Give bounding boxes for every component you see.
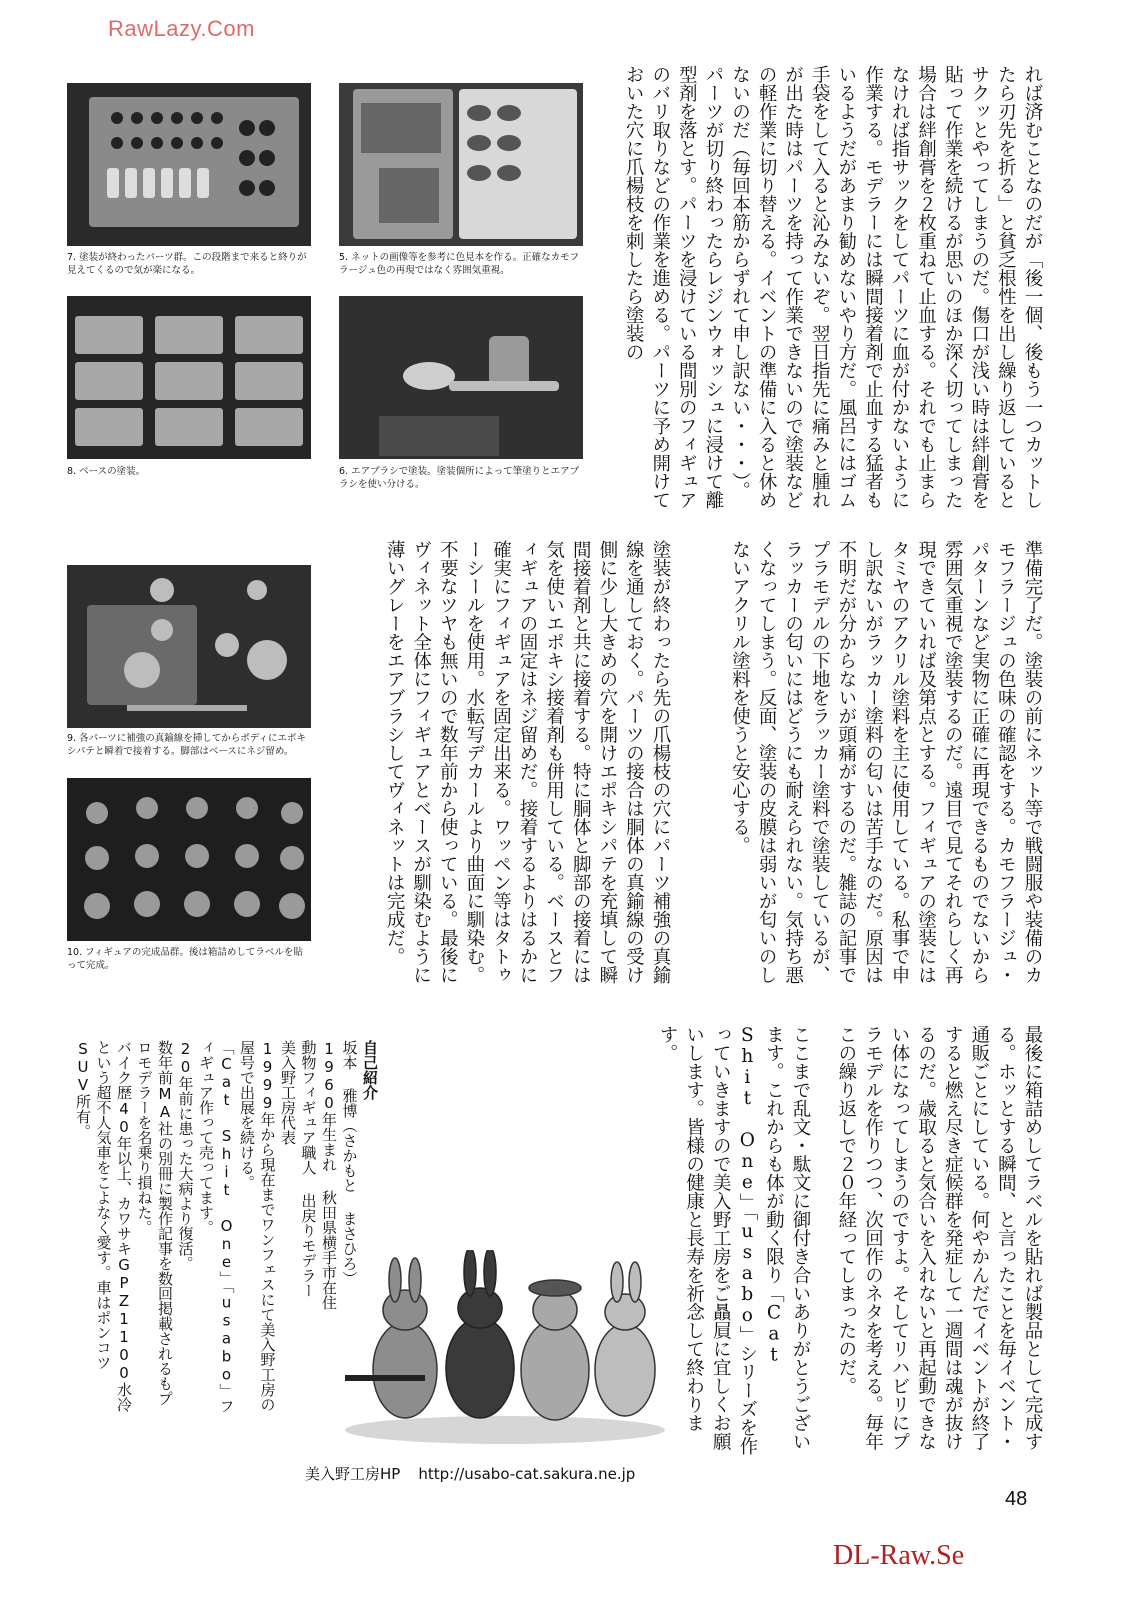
watermark-top: RawLazy.Com [108,16,255,41]
figure-parts-graphic [67,565,311,728]
profile-name: 坂本 雅博（さかもと まさひろ） [340,1040,359,1286]
photo-color-swatches [339,83,583,246]
parts-dots-graphic [67,83,311,246]
homepage-url[interactable]: http://usabo-cat.sakura.ne.jp [418,1465,636,1483]
article-column-d: 最後に箱詰めしてラベルを貼れば製品として完成する。ホッとする瞬間、と言ったことを毎イベント・通販ごとにしている。何やかんだでイベントが終了すると燃え尽き症候群を発症して一週間は魂が抜けるのだ。歳取ると気合いを入れないと再起動できない体になってしまうのですよ。そしてリハビリにプラモデルを作りつつ、次回作のネタを考える。毎年この繰り返しで２０年経ってしまったのだ。 [835,1025,1043,1451]
caption-photo-10: 10. フィギュアの完成品群。後は箱詰めしてラベルを貼って完成。 [67,947,303,971]
rabbit-soldiers-image [335,1250,670,1445]
article-column-b: 準備完了だ。塗装の前にネット等で戦闘服や装備のカモフラージュの色味の確認をする。カモフラージュ・パターンなど実物に正確に再現できるものでないから雰囲気重視で塗装するのだ。遠目で見てそれらしく再現できていれば及第点とする。フィギュアの塗装にはタミヤのアクリル塗料を主に使用している。私事で申し訳ないがラッカー塗料の匂いは苦手なのだ。原因は不明だが分からないが頭痛がするのだ。雑誌の記事でプラモデルの下地をラッカー塗料で塗装しているが、ラッカーの匂いにはどうにも耐えられない。気持ち悪くなってしまう。反面、塗装の皮膜は弱いが匂いのしないアクリル塗料を使うと安心する。 [729,540,1043,984]
page-number: 48 [1005,1488,1028,1510]
caption-photo-9: 9. 各パーツに補強の真鍮線を挿してからボディにエポキシパテと瞬着で接着する。脚部はベースにネジ留め。 [67,733,306,757]
homepage-label: 美入野工房HP [305,1465,401,1483]
photo-airbrush [339,296,583,459]
finished-figures-graphic [67,778,311,941]
photo-base-painting [67,296,311,459]
profile-heading: 自己紹介 [361,1040,379,1100]
photo-parts-assembly [67,565,311,728]
airbrush-graphic [339,296,583,459]
photo-painted-parts [67,83,311,246]
caption-photo-7: 7. 塗装が終わったパーツ群。この段階まで来ると終りが見えてくるので気が楽になる。 [67,252,307,276]
bases-grid-graphic [67,296,311,459]
profile-line-6: 20年前に患った大病より復活。 [176,1040,195,1271]
profile-block [55,1040,380,1420]
profile-line-5: 「Cat Shit One」「usabo」フィギュア作って売ってます。 [197,1040,236,1414]
caption-photo-8: 8. ベースの塗装。 [67,466,146,477]
article-column-a: れば済むことなのだが「後一個、後もう一つカットしたら刃先を折る」と貧乏根性を出し繰り返しているとサクッとやってしまうのだ。傷口が浅い時は絆創膏を貼って作業を続けるが思いのほか深く切ってしまった場合は絆創膏を２枚重ねて止血する。それでも止まらなければ指サックをしてパーツに血が付かないように作業する。モデラーには瞬間接着剤で止血する猛者もいるようだがあまり勧めないやり方だ。風呂にはゴム手袋をして入ると沁みないぞ。翌日指先に痛みと腫れが出た時はパーツを持って作業できないので塗装などの軽作業に切り替える。イベントの準備に入ると休めないのだ（毎回本筋からずれて申し訳ない・・・）。パーツが切り終わったらレジンウォッシュに浸けて離型剤を落とす。パーツを浸けている間別のフィギュアのバリ取りなどの作業を進める。パーツに予め開けておいた穴に爪楊枝を刺したら塗装の [623,65,1043,509]
article-column-e: ここまで乱文・駄文に御付き合いありがとうございます。これからも体が動く限り「Cat Shit One」「usabo」シリーズを作っていきますので美入野工房をご贔屓に宜しくお願いします。皆様の健康と長寿を祈念して終わります。 [657,1025,811,1456]
profile-line-8: バイク歴40年以上、カワサキGPZ1100水冷という超不人気車をこよなく愛す。車はポンコツSUV所有。 [74,1040,133,1412]
profile-line-4: 1999年から現在までワンフェスにて美入野工房の屋号で出展を続ける。 [238,1040,277,1412]
profile-line-3: 美入野工房代表 [279,1040,297,1145]
watermark-bottom: DL-Raw.Se [833,1540,965,1571]
photo-finished-figures [67,778,311,941]
swatch-graphic [339,83,583,246]
profile-line-7: 数年前MA社の別冊に製作記事を数回掲載されるもプロモデラーを名乗り損ねた。 [135,1040,174,1406]
profile-line-1: 1960年生まれ 秋田県横手市在住 [320,1040,338,1310]
homepage-line [305,1463,653,1484]
profile-line-2: 動物フィギュア職人 出戻りモデラー [299,1040,318,1298]
caption-photo-5: 5. ネットの画像等を参考に色見本を作る。正確なカモフラージュ色の再現ではなく雰囲気重視。 [339,252,580,276]
caption-photo-6: 6. エアブラシで塗装。塗装個所によって筆塗りとエアブラシを使い分ける。 [339,466,580,490]
article-column-c: 塗装が終わったら先の爪楊枝の穴にパーツ補強の真鍮線を通しておく。パーツの接合は胴体の真鍮線の受け側に少し大きめの穴を開けエポキシパテを充填して瞬間接着剤と共に接着する。特に胴体と脚部の接着には気を使いエポキシ接着剤も併用している。ベースとフィギュアの固定はネジ留めだ。接着するよりはるかに確実にフィギュアを固定出来る。ワッペン等はタトゥーシールを使用。水転写デカールより曲面に馴染む。不要なツヤも無いので数年前から使っている。最後にヴィネット全体にフィギュアとベースが馴染むように薄いグレーをエアブラシしてヴィネットは完成だ。 [384,540,671,984]
